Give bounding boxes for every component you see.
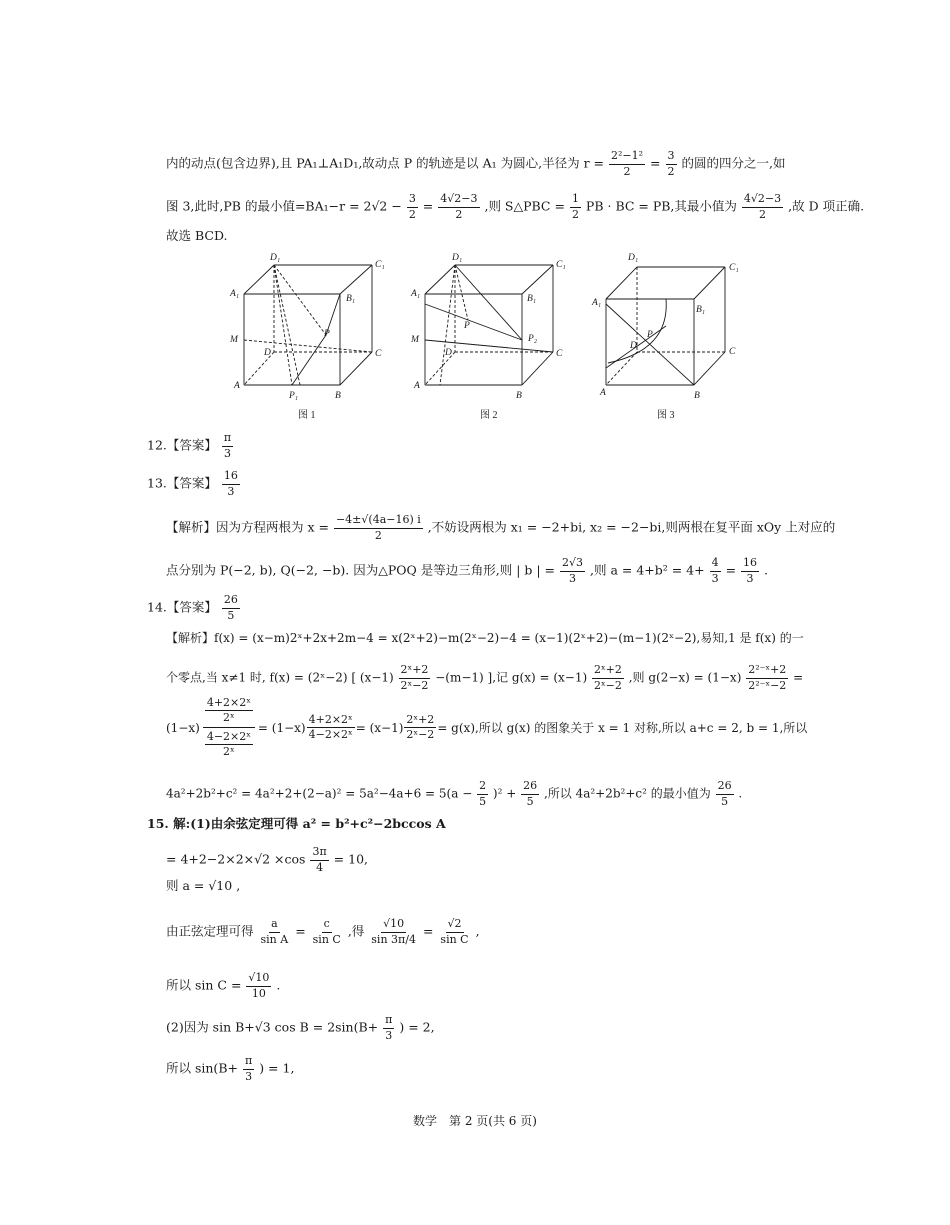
text: PB · BC = PB,其最小值为 xyxy=(585,198,737,214)
label-D1: D₁ xyxy=(270,253,281,263)
numerator: 26 xyxy=(521,780,539,795)
fraction xyxy=(592,664,624,692)
text: 点分别为 P(−2, b), Q(−2, −b). 因为△POQ 是等边三角形,则 | b | = xyxy=(166,562,556,578)
label-D: D xyxy=(630,341,637,351)
text: ,得 xyxy=(347,923,365,939)
denominator: sin A xyxy=(260,932,289,946)
fraction xyxy=(521,780,539,808)
answer-14 xyxy=(147,594,241,622)
solution-15-line3 xyxy=(166,880,240,893)
label-B: B xyxy=(516,391,522,401)
denominator: 2²⁻ˣ−2 xyxy=(748,678,787,692)
numerator: 26 xyxy=(222,594,240,609)
denominator: 3 xyxy=(746,571,754,585)
fraction xyxy=(438,918,470,946)
numerator: 4√2−3 xyxy=(438,193,479,208)
text: = xyxy=(793,670,804,685)
inner-fraction-bottom: 2ˣ xyxy=(223,710,235,724)
numerator: 2√3 xyxy=(560,557,585,572)
label-D1: D₁ xyxy=(452,253,463,263)
fraction xyxy=(746,664,788,692)
text: 【解析】因为方程两根为 x = xyxy=(166,519,329,535)
numerator: 2²⁻ˣ+2 xyxy=(746,664,788,679)
figure-3-caption: 图 3 xyxy=(657,410,675,421)
numerator: √2 xyxy=(446,918,464,933)
paragraph-line xyxy=(166,193,864,221)
paragraph-line xyxy=(166,230,228,243)
numerator: 16 xyxy=(222,470,240,485)
text: , xyxy=(475,923,480,939)
figure-3-cube xyxy=(606,267,725,385)
figure-1-caption: 图 1 xyxy=(298,410,316,421)
numerator: 2²−1² xyxy=(609,150,645,165)
fraction xyxy=(716,780,734,808)
analysis-13-line2 xyxy=(166,557,768,585)
solution-15-line5 xyxy=(166,972,280,1000)
numerator: a xyxy=(269,918,280,933)
figure-2-cube xyxy=(425,265,553,385)
text: 的圆的四分之一,如 xyxy=(681,155,786,171)
denominator: 5 xyxy=(227,608,235,622)
analysis-14-line4 xyxy=(166,780,742,808)
inner-fraction-top: 4−2×2ˣ xyxy=(206,730,251,744)
text: . xyxy=(764,562,769,578)
text: )² + xyxy=(492,786,517,801)
text: −(m−1) ],记 g(x) = (x−1) xyxy=(435,670,588,685)
denominator: 3 xyxy=(245,1069,253,1083)
numerator: √10 xyxy=(381,918,406,933)
numerator: 1 xyxy=(570,193,581,208)
solution-15-line7 xyxy=(166,1055,294,1083)
denominator: 2 xyxy=(667,164,675,178)
fraction xyxy=(222,470,240,498)
numerator: 26 xyxy=(716,780,734,795)
numerator: π xyxy=(243,1055,254,1070)
denominator: 3 xyxy=(227,484,235,498)
text: ) = 2, xyxy=(399,1019,435,1035)
label-D: D xyxy=(445,348,452,358)
text: = xyxy=(295,923,306,939)
text: 内的动点(包含边界),且 PA₁⊥A₁D₁,故动点 P 的轨迹是以 A₁ 为圆心,半径为 r = xyxy=(166,155,605,171)
text: = xyxy=(650,155,661,171)
denominator: sin 3π/4 xyxy=(371,932,416,946)
label-C1: C₁ xyxy=(375,260,385,270)
text: ,则 g(2−x) = (1−x) xyxy=(628,670,742,685)
label-A1: A₁ xyxy=(592,298,602,308)
numerator: 4√2−3 xyxy=(742,193,783,208)
text: . xyxy=(738,786,743,801)
text: 个零点,当 x≠1 时, f(x) = (2ˣ−2) [ (x−1) xyxy=(166,670,394,685)
solution-15-line2 xyxy=(166,846,368,874)
numerator: √10 xyxy=(246,972,271,987)
label-P: P xyxy=(324,329,330,339)
answer-label: 12.【答案】 xyxy=(147,437,217,453)
paragraph-line xyxy=(166,150,785,178)
label-A1: A₁ xyxy=(230,289,240,299)
text: = 4+2−2×2×√2 ×cos xyxy=(166,851,306,867)
label-C1: C₁ xyxy=(556,260,566,270)
denominator: 2 xyxy=(374,528,382,542)
denominator xyxy=(203,728,255,758)
numerator: 3 xyxy=(407,193,418,208)
text: 则 a = √10 , xyxy=(166,878,241,893)
numerator: 16 xyxy=(741,557,759,572)
text: ,不妨设两根为 x₁ = −2+bi, x₂ = −2−bi,则两根在复平面 xOy 上对应的 xyxy=(427,519,836,535)
label-C: C xyxy=(556,349,563,359)
solution-15-line4 xyxy=(166,918,480,946)
fraction xyxy=(383,1014,394,1042)
text: . xyxy=(276,977,281,993)
fraction xyxy=(310,846,328,874)
answer-label: 14.【答案】 xyxy=(147,599,217,615)
denominator: 5 xyxy=(479,794,487,808)
fraction xyxy=(741,557,759,585)
numerator: 3 xyxy=(666,150,677,165)
answer-12 xyxy=(147,432,234,460)
label-M: M xyxy=(411,335,419,345)
numerator xyxy=(203,697,255,728)
denominator: 3 xyxy=(569,571,576,585)
label-C: C xyxy=(729,347,736,357)
numerator: 2ˣ+2 xyxy=(404,714,436,729)
label-B: B xyxy=(335,391,341,401)
numerator: 2ˣ+2 xyxy=(399,664,431,679)
text: = (x−1) xyxy=(355,720,404,735)
fraction xyxy=(710,557,721,585)
fraction xyxy=(666,150,677,178)
fraction xyxy=(407,193,418,221)
denominator: sin C xyxy=(440,932,469,946)
label-A: A xyxy=(414,381,420,391)
fraction xyxy=(570,193,581,221)
label-C: C xyxy=(375,349,382,359)
label-A: A xyxy=(234,381,240,391)
numerator: 2 xyxy=(477,780,488,795)
label-D: D xyxy=(264,348,271,358)
fraction xyxy=(222,594,240,622)
text: 所以 sin(B+ xyxy=(166,1060,238,1076)
numerator: 3π xyxy=(310,846,328,861)
label-A1: A₁ xyxy=(411,289,421,299)
fraction xyxy=(307,714,355,742)
denominator: 2ˣ−2 xyxy=(594,678,622,692)
answer-label: 13.【答案】 xyxy=(147,475,217,491)
denominator: 2 xyxy=(455,207,463,221)
denominator: 10 xyxy=(251,986,266,1000)
denominator: 5 xyxy=(721,794,729,808)
text: 所以 sin C = xyxy=(166,977,242,993)
numerator: c xyxy=(322,918,332,933)
denominator: sin C xyxy=(312,932,341,946)
text: = xyxy=(422,198,434,214)
text: 【解析】f(x) = (x−m)2ˣ+2x+2m−4 = x(2ˣ+2)−m(2ˣ−2)−4 = (x−1)(2ˣ+2)−(m−1)(2ˣ−2),易知,1 是 f(x) 的一 xyxy=(166,631,804,645)
fraction xyxy=(311,918,343,946)
denominator: 3 xyxy=(385,1028,393,1042)
denominator: 4 xyxy=(316,860,324,874)
denominator: 3 xyxy=(711,571,719,585)
fraction xyxy=(369,918,418,946)
label-B1: B₁ xyxy=(527,294,537,304)
text: ) = 1, xyxy=(259,1060,295,1076)
numerator: 2ˣ+2 xyxy=(592,664,624,679)
figure-1-cube xyxy=(244,265,372,385)
label-P2: P₂ xyxy=(528,334,538,344)
fraction xyxy=(742,193,783,221)
label-B1: B₁ xyxy=(696,305,706,315)
denominator: 2ˣ−2 xyxy=(400,678,429,692)
text: 故选 BCD. xyxy=(166,228,228,243)
analysis-14-line3 xyxy=(166,697,807,759)
label-B: B xyxy=(694,391,700,401)
fraction xyxy=(477,780,488,808)
label-P: P xyxy=(647,330,653,340)
numerator: 4 xyxy=(710,557,721,572)
text: 由正弦定理可得 xyxy=(166,923,254,939)
label-D1: D₁ xyxy=(628,253,639,263)
solution-15-line1 xyxy=(147,818,446,831)
denominator: 4−2×2ˣ xyxy=(308,728,353,742)
text: (1−x) xyxy=(166,720,200,735)
fraction xyxy=(222,432,233,460)
numerator: 4+2×2ˣ xyxy=(307,714,355,729)
fraction xyxy=(609,150,645,178)
text: 4a²+2b²+c² = 4a²+2+(2−a)² = 5a²−4a+6 = 5(a − xyxy=(166,786,473,801)
solution-15-line6 xyxy=(166,1014,435,1042)
text: = 10, xyxy=(333,851,368,867)
denominator: 2ˣ−2 xyxy=(406,728,435,742)
analysis-14-line1 xyxy=(166,632,804,644)
inner-fraction-top: 4+2×2ˣ xyxy=(206,696,251,709)
text: ,故 D 项正确. xyxy=(788,198,865,214)
denominator: 3 xyxy=(223,446,231,460)
numerator: π xyxy=(383,1014,394,1029)
text: = xyxy=(725,562,737,578)
cube-figures xyxy=(200,248,760,424)
compound-fraction xyxy=(203,697,255,759)
fraction xyxy=(399,664,431,692)
answer-13 xyxy=(147,470,241,498)
text: 15. 解:(1)由余弦定理可得 a² = b²+c²−2bccos A xyxy=(147,816,446,831)
text: = (1−x) xyxy=(257,720,306,735)
label-C1: C₁ xyxy=(729,263,739,273)
label-P: P xyxy=(464,321,470,331)
figure-2-caption: 图 2 xyxy=(480,410,498,421)
denominator: 5 xyxy=(526,794,534,808)
fraction xyxy=(334,514,423,542)
fraction xyxy=(438,193,479,221)
label-P1: P₁ xyxy=(289,391,299,401)
text: 图 3,此时,PB 的最小值=BA₁−r = 2√2 − xyxy=(166,198,402,214)
text: ,则 S△PBC = xyxy=(484,198,565,214)
text: ,所以 4a²+2b²+c² 的最小值为 xyxy=(543,786,711,801)
numerator: π xyxy=(222,432,233,447)
numerator: −4±√(4a−16) i xyxy=(334,514,423,529)
text: ,则 a = 4+b² = 4+ xyxy=(590,562,705,578)
denominator: 2 xyxy=(571,207,579,221)
footer-text: 数学 第 2 页(共 6 页) xyxy=(413,1114,537,1128)
text: (2)因为 sin B+√3 cos B = 2sin(B+ xyxy=(166,1019,379,1035)
text: = xyxy=(422,923,434,939)
fraction xyxy=(560,557,585,585)
fraction xyxy=(259,918,291,946)
label-M: M xyxy=(230,335,238,345)
analysis-14-line2 xyxy=(166,664,803,692)
analysis-13-line1 xyxy=(166,514,835,542)
fraction xyxy=(404,714,436,742)
fraction xyxy=(246,972,271,1000)
page-footer xyxy=(0,1115,950,1127)
text: = g(x),所以 g(x) 的图象关于 x = 1 对称,所以 a+c = 2, b = 1,所以 xyxy=(437,720,808,735)
denominator: 2 xyxy=(759,207,767,221)
fraction xyxy=(243,1055,254,1083)
inner-fraction-bottom: 2ˣ xyxy=(223,744,235,758)
denominator: 2 xyxy=(408,207,416,221)
denominator: 2 xyxy=(623,164,631,178)
label-B1: B₁ xyxy=(346,294,356,304)
label-A: A xyxy=(600,388,606,398)
